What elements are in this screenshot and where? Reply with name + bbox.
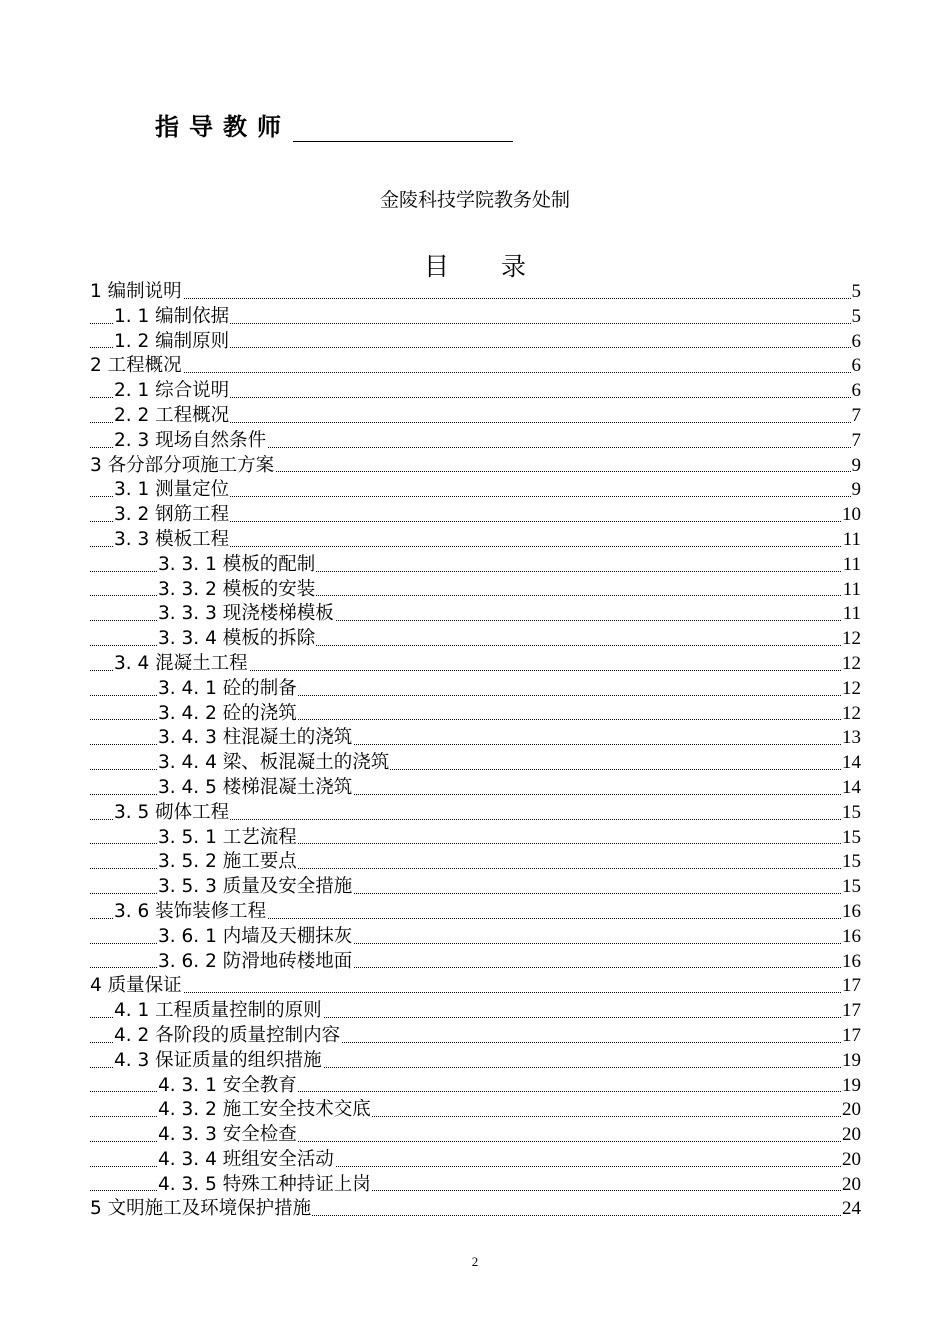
toc-entry-title: 4. 3. 2 施工安全技术交底 (158, 1098, 372, 1123)
toc-entry-title: 3. 4. 2 砼的浇筑 (158, 702, 298, 727)
toc-entry-title: 3. 3. 3 现浇楼梯模板 (158, 602, 335, 627)
toc-entry[interactable] (90, 1148, 861, 1173)
toc-entry-title: 2 工程概况 (90, 354, 183, 379)
toc-entry-title: 4. 3. 3 安全检查 (158, 1123, 298, 1148)
toc-entry-title: 3. 4. 1 砼的制备 (158, 677, 298, 702)
toc-entry-page: 7 (851, 404, 862, 429)
toc-entry-page: 12 (841, 627, 861, 652)
toc-entry[interactable] (90, 1123, 861, 1148)
advisor-blank-line (293, 113, 513, 142)
toc-entry-page: 17 (841, 1024, 861, 1049)
toc-entry-page: 15 (841, 826, 861, 851)
toc-entry-title: 3 各分部分项施工方案 (90, 454, 275, 479)
toc-entry[interactable] (90, 429, 861, 454)
toc-entry[interactable] (90, 1098, 861, 1123)
toc-entry[interactable] (90, 478, 861, 503)
toc-entry-page: 12 (841, 677, 861, 702)
toc-entry-title: 3. 3. 1 模板的配制 (158, 553, 316, 578)
toc-entry-page: 11 (842, 528, 861, 553)
toc-entry-page: 15 (841, 875, 861, 900)
toc-entry[interactable] (90, 900, 861, 925)
toc-entry[interactable] (90, 379, 861, 404)
toc-entry-title: 3. 5 砌体工程 (114, 801, 230, 826)
toc-entry[interactable] (90, 875, 861, 900)
toc-entry[interactable] (90, 974, 861, 999)
toc-entry[interactable] (90, 528, 861, 553)
toc-entry-page: 14 (841, 751, 861, 776)
toc-entry[interactable] (90, 726, 861, 751)
toc-entry-page: 11 (842, 602, 861, 627)
toc-entry-title: 3. 4 混凝土工程 (114, 652, 249, 677)
toc-entry-title: 2. 1 综合说明 (114, 379, 230, 404)
toc-entry-page: 7 (851, 429, 862, 454)
toc-entry-page: 10 (841, 503, 861, 528)
toc-entry[interactable] (90, 503, 861, 528)
toc-entry-title: 3. 5. 2 施工要点 (158, 850, 298, 875)
toc-entry-page: 5 (851, 305, 862, 330)
toc-entry-page: 16 (841, 950, 861, 975)
toc-entry[interactable] (90, 1049, 861, 1074)
toc-entry-title: 4 质量保证 (90, 974, 183, 999)
toc-entry[interactable] (90, 702, 861, 727)
toc-entry[interactable] (90, 1024, 861, 1049)
institution-name: 金陵科技学院教务处制 (379, 189, 570, 211)
toc-entry-page: 14 (841, 776, 861, 801)
toc-entry-page: 12 (841, 702, 861, 727)
toc-entry-title: 3. 6 装饰装修工程 (114, 900, 267, 925)
toc-entry[interactable] (90, 454, 861, 479)
toc-entry-title: 4. 3. 1 安全教育 (158, 1074, 298, 1099)
toc-entry[interactable] (90, 578, 861, 603)
toc-entry-page: 6 (851, 330, 862, 355)
toc-entry-title: 2. 2 工程概况 (114, 404, 230, 429)
toc-entry-title: 2. 3 现场自然条件 (114, 429, 267, 454)
toc-entry-page: 13 (841, 726, 861, 751)
toc-entry-title: 4. 1 工程质量控制的原则 (114, 999, 323, 1024)
toc-entry[interactable] (90, 627, 861, 652)
toc-entry-page: 24 (841, 1197, 861, 1222)
toc-entry-page: 6 (851, 379, 862, 404)
toc-entry-title: 3. 6. 1 内墙及天棚抹灰 (158, 925, 353, 950)
toc-entry-title: 3. 4. 4 梁、板混凝土的浇筑 (158, 751, 390, 776)
toc-entry-title: 3. 4. 5 楼梯混凝土浇筑 (158, 776, 353, 801)
toc-entry-page: 19 (841, 1049, 861, 1074)
toc-entry[interactable] (90, 751, 861, 776)
toc-entry-title: 3. 3 模板工程 (114, 528, 230, 553)
toc-entry-page: 6 (851, 354, 862, 379)
toc-entry[interactable] (90, 1173, 861, 1198)
toc-entry-page: 17 (841, 974, 861, 999)
toc-entry[interactable] (90, 850, 861, 875)
toc-entry-title: 4. 2 各阶段的质量控制内容 (114, 1024, 341, 1049)
toc-entry-page: 15 (841, 850, 861, 875)
toc-entry-page: 20 (841, 1123, 861, 1148)
toc-entry-title: 3. 5. 1 工艺流程 (158, 826, 298, 851)
toc-entry[interactable] (90, 354, 861, 379)
toc-entry-title: 3. 6. 2 防滑地砖楼地面 (158, 950, 353, 975)
toc-entry-title: 3. 4. 3 柱混凝土的浇筑 (158, 726, 353, 751)
toc-entry[interactable] (90, 801, 861, 826)
toc-entry-page: 17 (841, 999, 861, 1024)
toc-entry[interactable] (90, 553, 861, 578)
toc-entry[interactable] (90, 330, 861, 355)
toc-entry-title: 1. 1 编制依据 (114, 305, 230, 330)
toc-dot-leader (90, 992, 861, 993)
toc-entry-page: 19 (841, 1074, 861, 1099)
toc-entry-page: 5 (851, 280, 862, 305)
toc-entry[interactable] (90, 950, 861, 975)
toc-entry[interactable] (90, 826, 861, 851)
toc-entry-title: 4. 3 保证质量的组织措施 (114, 1049, 323, 1074)
toc-entry-page: 20 (841, 1098, 861, 1123)
toc-dot-leader (90, 372, 861, 373)
page-number: 2 (471, 1254, 479, 1269)
toc-entry-title: 4. 3. 4 班组安全活动 (158, 1148, 335, 1173)
toc-entry-title: 4. 3. 5 特殊工种持证上岗 (158, 1173, 372, 1198)
toc-entry[interactable] (90, 776, 861, 801)
toc-entry[interactable] (90, 1074, 861, 1099)
toc-entry-page: 20 (841, 1173, 861, 1198)
toc-entry[interactable] (90, 999, 861, 1024)
toc-entry-page: 16 (841, 925, 861, 950)
toc-entry[interactable] (90, 404, 861, 429)
table-of-contents (90, 280, 861, 1222)
toc-entry-title: 3. 2 钢筋工程 (114, 503, 230, 528)
toc-entry[interactable] (90, 280, 861, 305)
advisor-label: 指导教师 (155, 113, 291, 141)
toc-entry[interactable] (90, 602, 861, 627)
toc-dot-leader (90, 298, 861, 299)
toc-entry-page: 20 (841, 1148, 861, 1173)
toc-entry[interactable] (90, 305, 861, 330)
toc-entry[interactable] (90, 652, 861, 677)
toc-entry-page: 16 (841, 900, 861, 925)
toc-entry-page: 11 (842, 578, 861, 603)
toc-entry-page: 9 (851, 454, 862, 479)
toc-entry-title: 3. 5. 3 质量及安全措施 (158, 875, 353, 900)
toc-entry-page: 15 (841, 801, 861, 826)
toc-entry-title: 5 文明施工及环境保护措施 (90, 1197, 312, 1222)
toc-entry-title: 1 编制说明 (90, 280, 183, 305)
toc-entry-title: 3. 3. 4 模板的拆除 (158, 627, 316, 652)
toc-entry[interactable] (90, 677, 861, 702)
toc-entry[interactable] (90, 925, 861, 950)
advisor-field (155, 106, 513, 142)
toc-entry-title: 3. 1 测量定位 (114, 478, 230, 503)
toc-heading: 目 录 (424, 252, 548, 281)
toc-entry-page: 11 (842, 553, 861, 578)
toc-entry-title: 1. 2 编制原则 (114, 330, 230, 355)
toc-entry-page: 12 (841, 652, 861, 677)
toc-entry[interactable] (90, 1197, 861, 1222)
toc-entry-title: 3. 3. 2 模板的安装 (158, 578, 316, 603)
toc-entry-page: 9 (851, 478, 862, 503)
